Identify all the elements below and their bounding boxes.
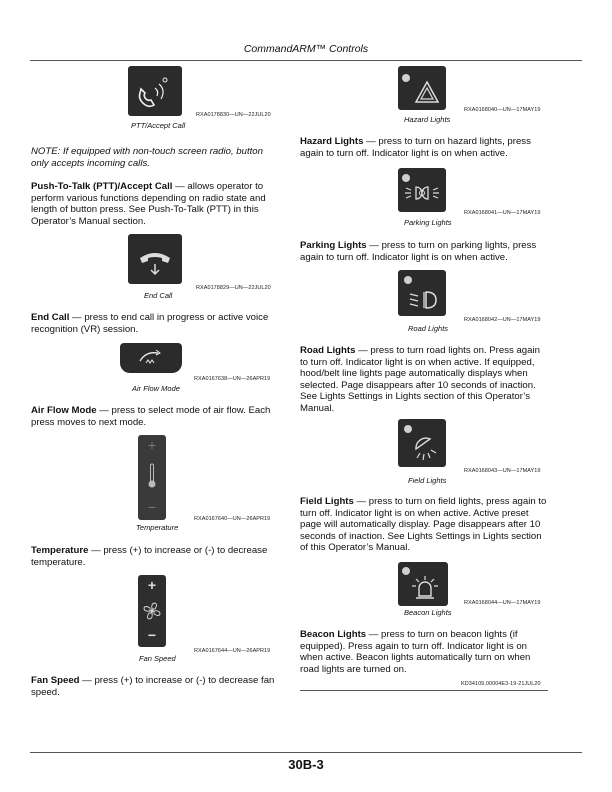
road-lights-button-image bbox=[398, 270, 446, 316]
temperature-minus-label: − bbox=[147, 499, 157, 515]
parking-lights-button-image bbox=[398, 168, 446, 212]
running-header: CommandARM™ Controls bbox=[243, 43, 369, 55]
fan-minus-label: − bbox=[147, 627, 157, 643]
fan-icon bbox=[142, 601, 162, 621]
image-caption: End Call bbox=[144, 291, 173, 300]
description-fan-speed: Fan Speed — press (+) to increase or (-) to decrease fan speed. bbox=[31, 675, 275, 698]
image-code: RXA0168040—UN—17MAY19 bbox=[464, 107, 541, 113]
image-caption: Temperature bbox=[136, 523, 179, 532]
description-air-flow: Air Flow Mode — press to select mode of air flow. Each press moves to next mode. bbox=[31, 405, 271, 428]
image-code: RXA0167640—UN—26APR19 bbox=[194, 516, 271, 522]
image-caption: Road Lights bbox=[408, 324, 449, 333]
description-road: Road Lights — press to turn road lights on. Press again to turn off. Indicator light is on when active. If equipped, hood/belt line lights page automatically displays when selected. Page disappears after 10 seconds of inaction. See Lights Settings in Lights section of this Operator’s Manual. bbox=[300, 345, 540, 414]
parking-lights-icon bbox=[404, 182, 440, 204]
hazard-triangle-icon bbox=[414, 80, 440, 104]
indicator-light bbox=[402, 567, 410, 575]
description-beacon: Beacon Lights — press to turn on beacon lights (if equipped). Press again to turn off. Indicator light is on when active. Beacon lights automatically turn on when road lights are turned on. bbox=[300, 629, 531, 675]
image-code: RXA0168044—UN—17MAY19 bbox=[464, 600, 541, 606]
document-code: KD34109,00004E3-19-21JUL20 bbox=[461, 681, 541, 687]
image-code: RXA0168043—UN—17MAY19 bbox=[464, 468, 541, 474]
image-caption: Parking Lights bbox=[404, 218, 452, 227]
airflow-mode-icon bbox=[120, 343, 182, 373]
page-number: 30B-3 bbox=[288, 757, 324, 772]
field-lights-button-image bbox=[398, 419, 446, 467]
image-caption: Air Flow Mode bbox=[132, 384, 180, 393]
phone-hangup-icon bbox=[128, 234, 182, 284]
beacon-lights-button-image bbox=[398, 562, 448, 606]
image-code: RXA0167644—UN—26APR19 bbox=[194, 648, 271, 654]
indicator-light bbox=[404, 425, 412, 433]
image-code: RXA0178830—UN—22JUL20 bbox=[196, 112, 271, 118]
air-flow-mode-button-image bbox=[120, 343, 182, 373]
fan-speed-button-image bbox=[138, 575, 166, 647]
image-code: RXA0168041—UN—17MAY19 bbox=[464, 210, 541, 216]
field-lights-icon bbox=[412, 435, 440, 463]
image-caption: Field Lights bbox=[408, 476, 447, 485]
hazard-lights-button-image bbox=[398, 66, 446, 110]
beacon-lights-icon bbox=[410, 574, 440, 600]
description-ptt: Push-To-Talk (PTT)/Accept Call — allows operator to perform various functions depending on radio state and length of button press. See Push-To-Talk (PTT) in this Operator’s Manual section. bbox=[31, 181, 266, 227]
image-code: RXA0168042—UN—17MAY19 bbox=[464, 317, 541, 323]
image-code: RXA0167638—UN—26APR19 bbox=[194, 376, 271, 382]
temperature-button-image bbox=[138, 435, 166, 520]
description-end-call: End Call — press to end call in progress or active voice recognition (VR) session. bbox=[31, 312, 269, 335]
indicator-light bbox=[402, 74, 410, 82]
description-temperature: Temperature — press (+) to increase or (-) to decrease temperature. bbox=[31, 545, 268, 568]
description-parking: Parking Lights — press to turn on parking lights, press again to turn off. Indicator light is on when active. bbox=[300, 240, 537, 263]
phone-voice-icon bbox=[128, 66, 182, 116]
image-caption: Fan Speed bbox=[139, 654, 176, 663]
description-hazard: Hazard Lights — press to turn on hazard lights, press again to turn off. Indicator light is on when active. bbox=[300, 136, 531, 159]
section-end-rule bbox=[300, 690, 548, 691]
indicator-light bbox=[402, 174, 410, 182]
footer-rule bbox=[30, 752, 582, 753]
image-caption: Hazard Lights bbox=[404, 115, 451, 124]
description-field: Field Lights — press to turn on field lights, press again to turn off. Indicator light is on when active. Active preset page will automatically display. Page disappears after 10 seconds of inaction. See Lights Settings in Lights section of this Operator’s Manual. bbox=[300, 496, 547, 554]
ptt-accept-call-button-image bbox=[128, 66, 182, 116]
note-text: NOTE: If equipped with non-touch screen radio, button only accepts incoming calls. bbox=[31, 146, 263, 169]
image-code: RXA0178829—UN—22JUL20 bbox=[196, 285, 271, 291]
road-lights-icon bbox=[408, 290, 440, 310]
end-call-button-image bbox=[128, 234, 182, 284]
image-caption: PTT/Accept Call bbox=[131, 121, 186, 130]
indicator-light bbox=[404, 276, 412, 284]
image-caption: Beacon Lights bbox=[404, 608, 452, 617]
fan-plus-label: + bbox=[147, 577, 157, 593]
header-rule bbox=[30, 60, 582, 61]
temperature-plus-label: + bbox=[147, 437, 157, 453]
thermometer-icon bbox=[146, 463, 158, 489]
